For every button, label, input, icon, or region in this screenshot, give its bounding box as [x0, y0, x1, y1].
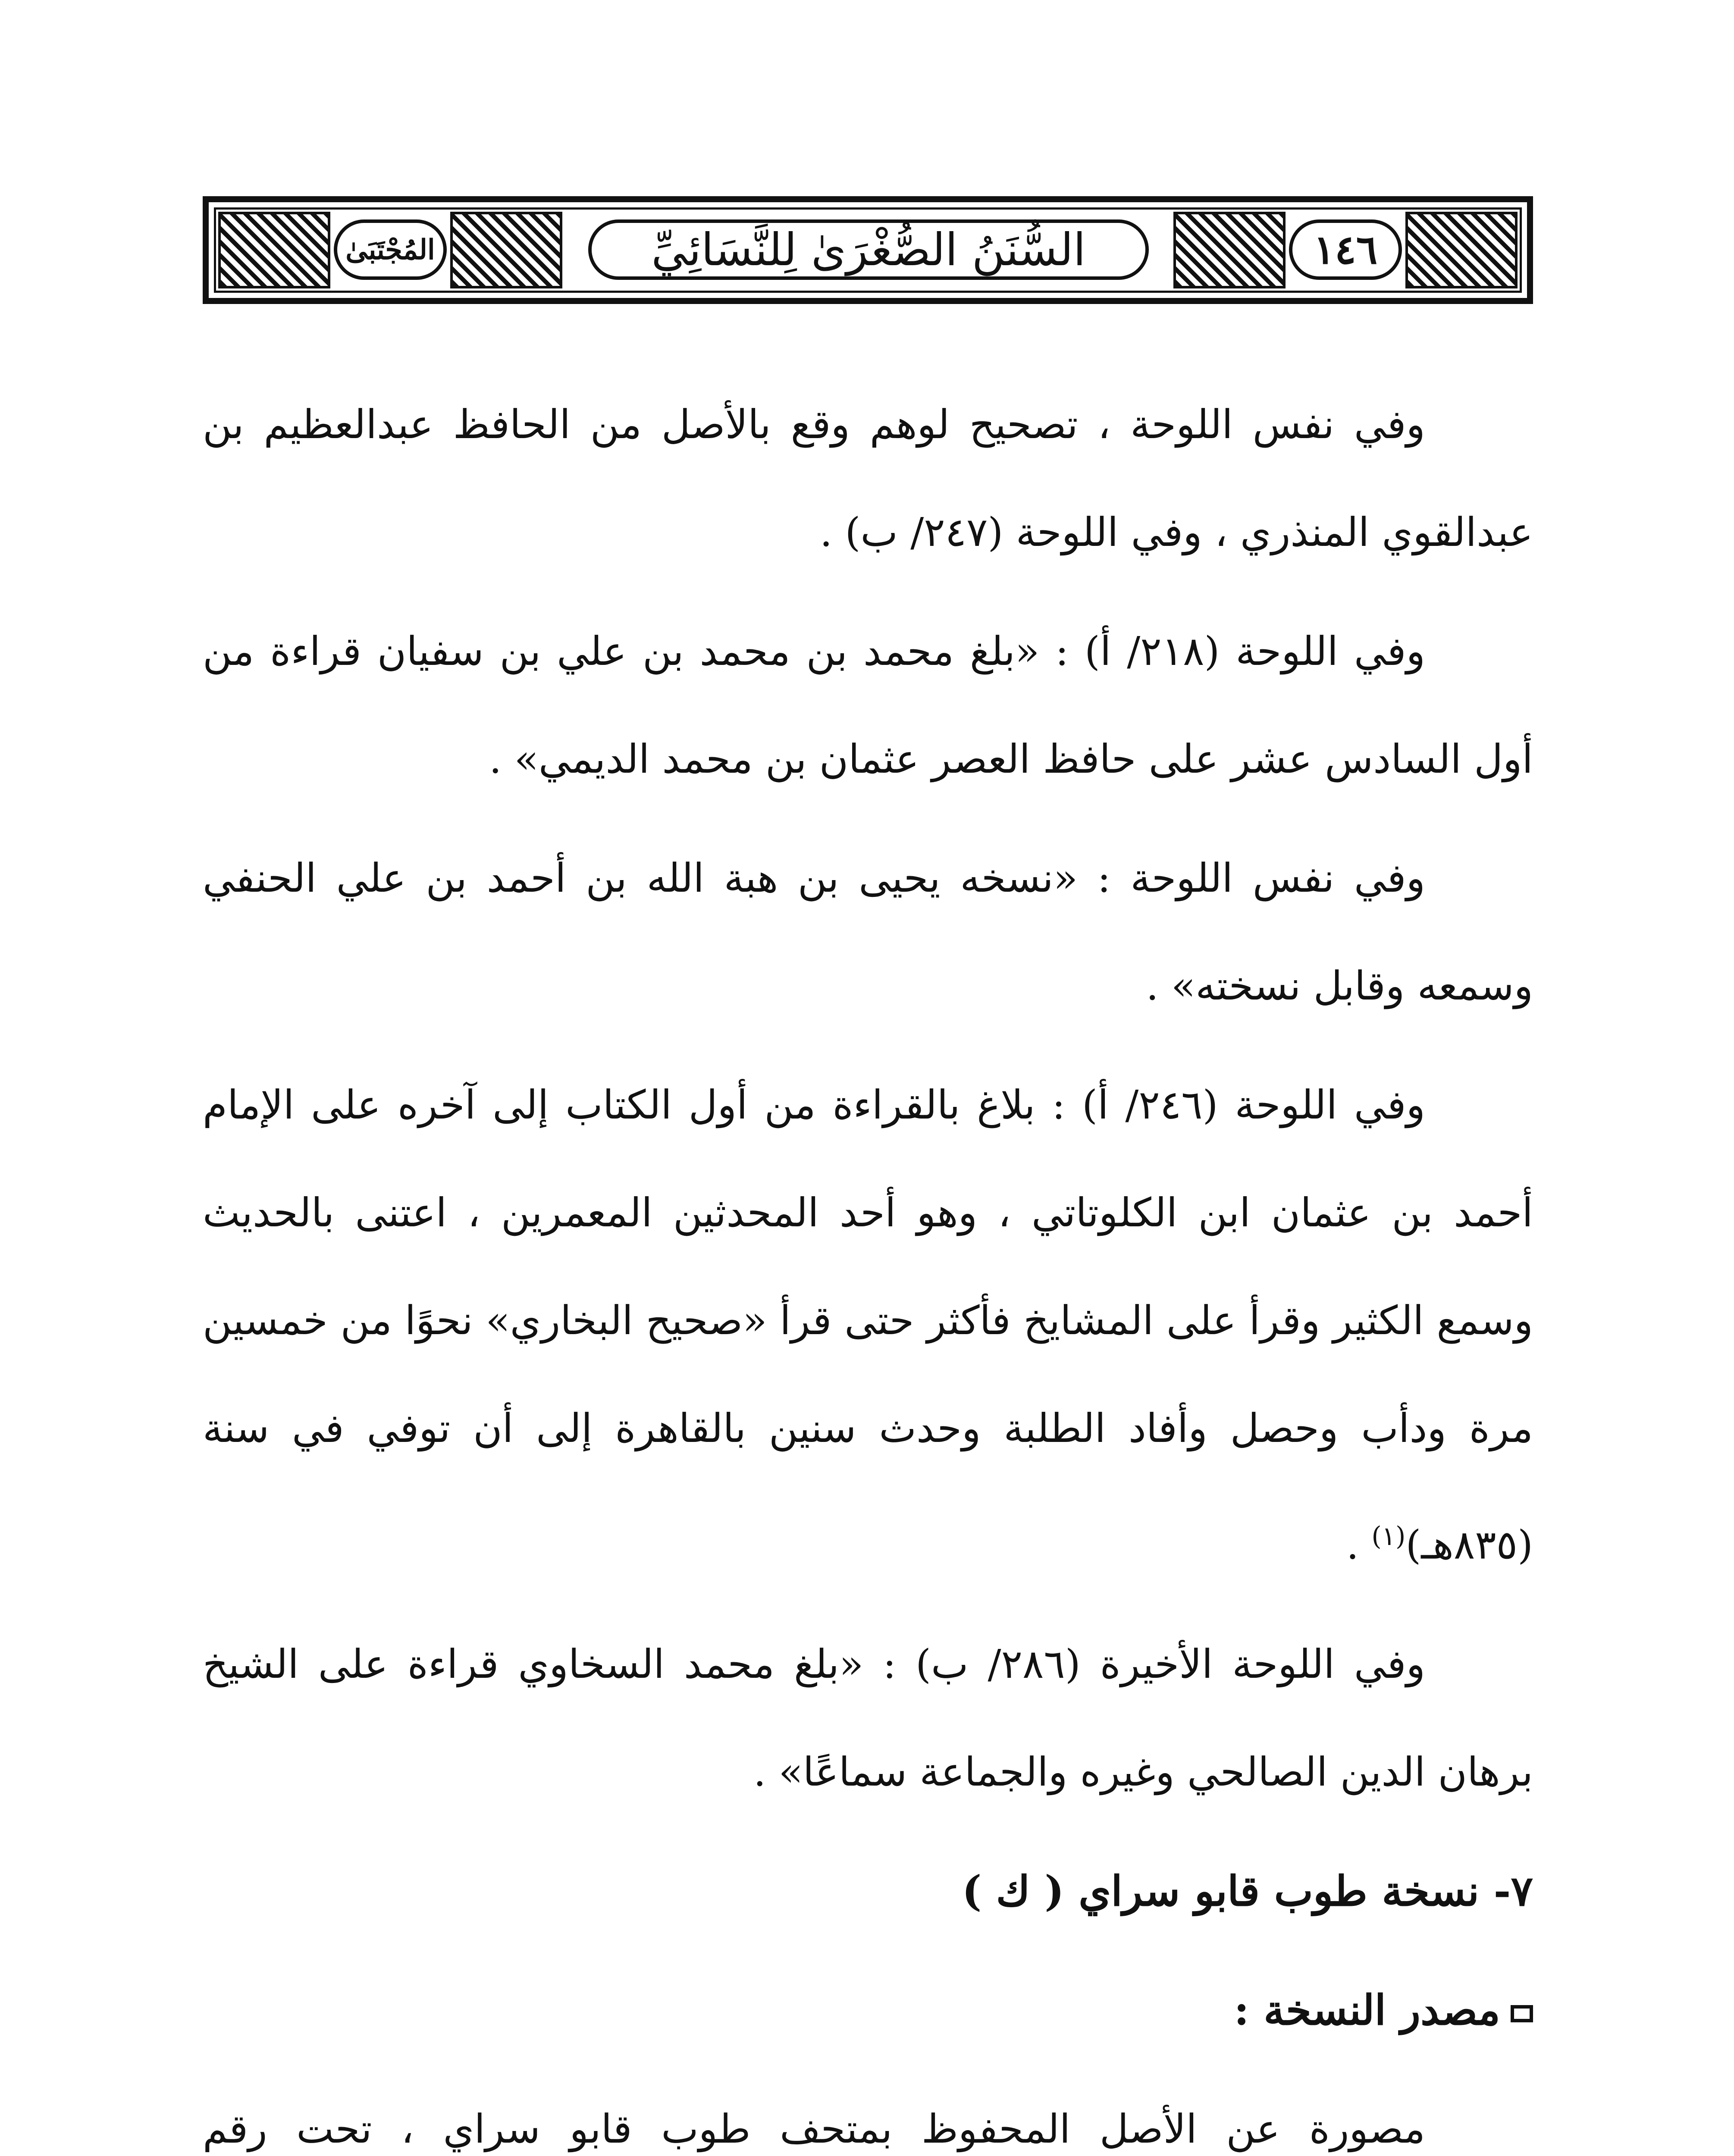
- running-title: السُّنَنُ الصُّغْرَىٰ لِلنَّسَائِيِّ: [651, 223, 1086, 276]
- paragraph: وفي اللوحة (٢١٨/ أ) : «بلغ محمد بن محمد بن علي بن سفيان قراءة من أول السادس عشر على حافظ العصر عثمان بن محمد الديمي» .: [203, 628, 1533, 782]
- subheading: [203, 1956, 1533, 2064]
- header-ornament: [1405, 212, 1518, 288]
- series-mark-cartouche: [334, 219, 447, 280]
- header-ornament: [1173, 212, 1286, 288]
- paragraph: وفي نفس اللوحة : «نسخه يحيى بن هبة الله بن أحمد بن علي الحنفي وسمعه وقابل نسخته» .: [203, 855, 1533, 1009]
- paragraph-end: .: [1346, 1522, 1372, 1568]
- subheading-text: مصدر النسخة :: [1234, 1985, 1500, 2034]
- header-ornament: [450, 212, 562, 288]
- series-mark: المُجْتَبَىٰ: [345, 233, 435, 266]
- section-heading: ٧- نسخة طوب قابو سراي ( ك ): [962, 1866, 1533, 1915]
- body-text: [203, 371, 1533, 2156]
- paragraph-text: وفي اللوحة (٢٤٦/ أ) : بلاغ بالقراءة من أول الكتاب إلى آخره على الإمام أحمد بن عثمان ابن الكلوتاتي ، وهو أحد المحدثين المعمرين ، اعتنى بالحديث وسمع الكثير وقرأ على المشايخ فأكثر حتى قرأ «صحيح البخاري» نحوًا من خمسين مرة ودأب وحصل وأفاد الطلبة وحدث سنين بالقاهرة إلى أن توفي في سنة (٨٣٥هـ): [203, 1082, 1533, 1568]
- paragraph: [203, 1051, 1533, 1599]
- running-title-cartouche: [588, 219, 1149, 280]
- footnote-ref: (١): [1371, 1521, 1406, 1551]
- paragraph: وفي نفس اللوحة ، تصحيح لوهم وقع بالأصل من الحافظ عبدالعظيم بن عبدالقوي المنذري ، وفي اللوحة (٢٤٧/ ب) .: [203, 401, 1533, 555]
- page-number: ١٤٦: [1313, 226, 1378, 273]
- square-bullet-icon: [1511, 2005, 1533, 2022]
- paragraph: مصورة عن الأصل المحفوظ بمتحف طوب قابو سراي ، تحت رقم: [203, 2106, 1425, 2152]
- paragraph: وفي اللوحة الأخيرة (٢٨٦/ ب) : «بلغ محمد السخاوي قراءة على الشيخ برهان الدين الصالحي وغيره والجماعة سماعًا» .: [203, 1641, 1533, 1795]
- page-header: [203, 196, 1533, 304]
- header-ornament: [218, 212, 330, 288]
- page-number-cartouche: [1289, 219, 1402, 280]
